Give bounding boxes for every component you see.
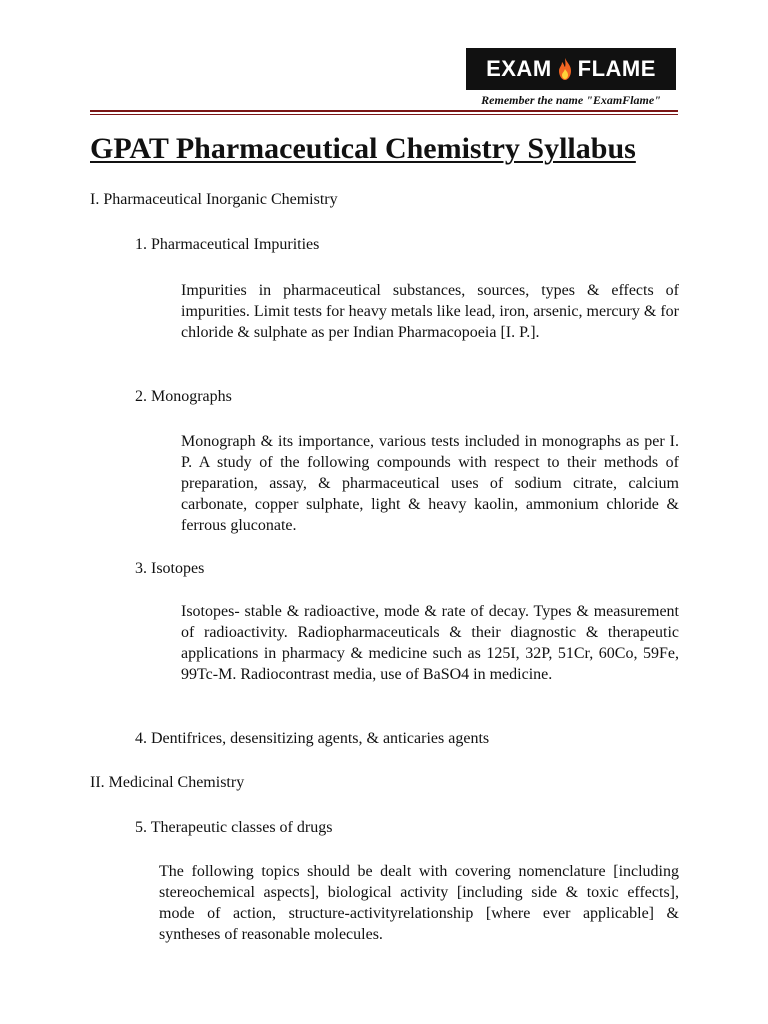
topic-text-impurities: Impurities in pharmaceutical substances, sources, types & effects of impurities. Limit tests for heavy metals like lead, iron, arsenic, mercury & for chloride & sulphate as per Indian Pharmacopoeia [I. P.]. [181, 282, 679, 341]
section-heading-inorganic: I. Pharmaceutical Inorganic Chemistry [90, 191, 338, 208]
topic-heading-isotopes: 3. Isotopes [135, 560, 205, 577]
header-divider-thin [90, 114, 678, 115]
page-title: GPAT Pharmaceutical Chemistry Syllabus [90, 132, 636, 165]
topic-heading-impurities: 1. Pharmaceutical Impurities [135, 236, 320, 253]
flame-icon [556, 57, 574, 81]
logo-tagline: Remember the name "ExamFlame" [481, 93, 661, 107]
logo-text-left: EXAM [486, 56, 552, 81]
topic-heading-therapeutic: 5. Therapeutic classes of drugs [135, 819, 333, 836]
exam-flame-logo [466, 48, 676, 90]
header-divider [90, 110, 678, 112]
topic-heading-monographs: 2. Monographs [135, 388, 232, 405]
section-heading-medicinal: II. Medicinal Chemistry [90, 774, 245, 791]
topic-heading-dentifrices: 4. Dentifrices, desensitizing agents, & anticaries agents [135, 730, 490, 747]
logo-text-right: FLAME [577, 56, 656, 81]
topic-text-monographs: Monograph & its importance, various tests included in monographs as per I. P. A study of the following compounds with respect to their methods of preparation, assay, & pharmaceutical uses of sodium citrate, calcium carbonate, copper sulphate, light & heavy kaolin, ammonium chloride & ferrous gluconate. [181, 433, 679, 534]
topic-text-isotopes: Isotopes- stable & radioactive, mode & rate of decay. Types & measurement of radioactivity. Radiopharmaceuticals & their diagnostic & therapeutic applications in pharmacy & medicine such as 125I, 32P, 51Cr, 60Co, 59Fe, 99Tc-M. Radiocontrast media, use of BaSO4 in medicine. [181, 603, 679, 683]
topic-text-therapeutic: The following topics should be dealt with covering nomenclature [including stereochemical aspects], biological activity [including side & toxic effects], mode of action, structure-activityrelationship [where ever applicable] & syntheses of reasonable molecules. [159, 863, 679, 943]
